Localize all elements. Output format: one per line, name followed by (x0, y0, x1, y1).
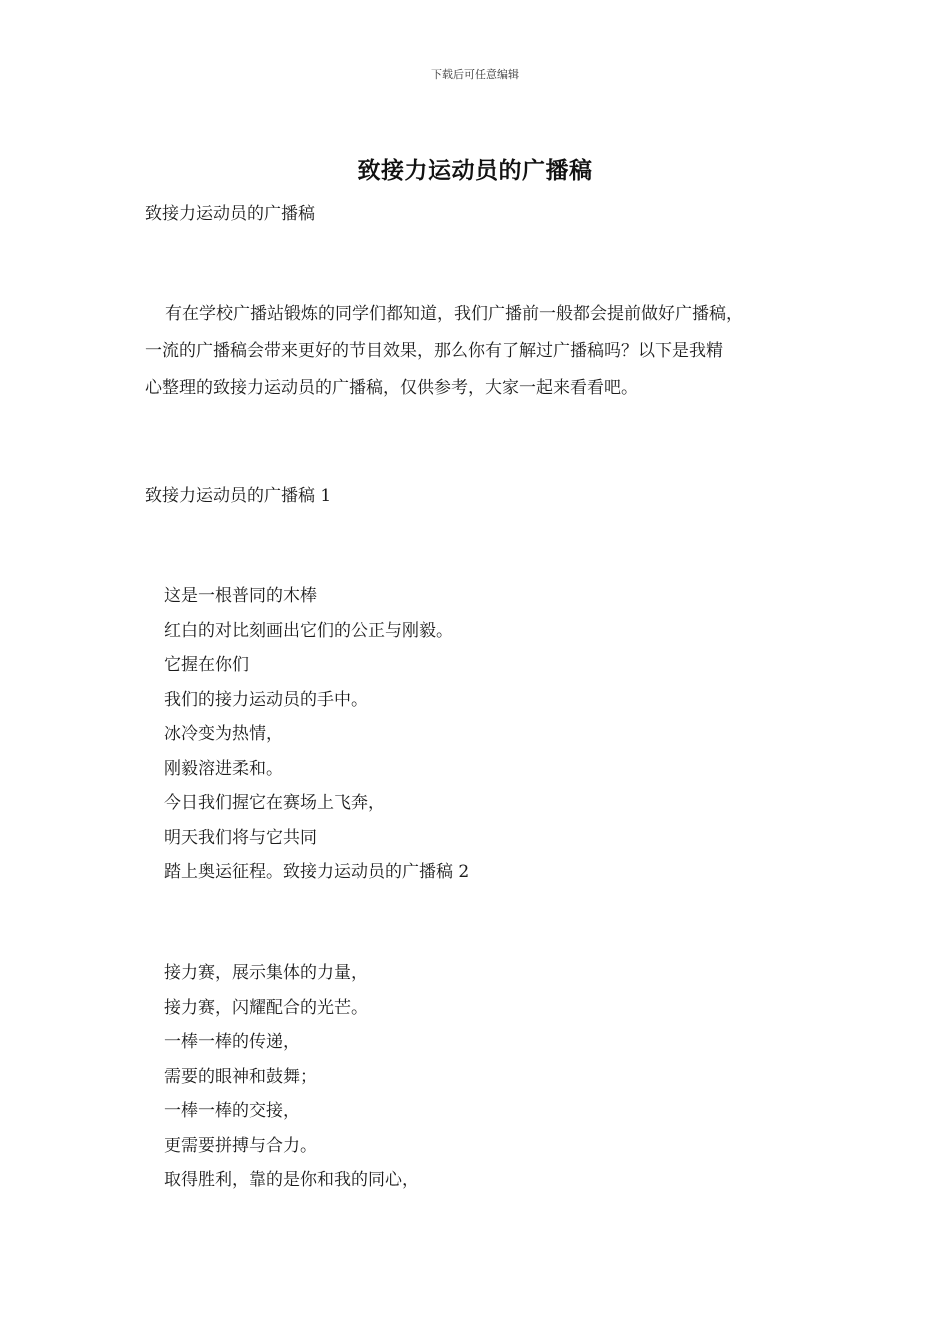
poem-line: 一棒一棒的传递， (164, 1032, 300, 1052)
intro-line: 一流的广播稿会带来更好的节目效果，那么你有了解过广播稿吗？以下是我精 (145, 341, 723, 361)
intro-paragraph (145, 296, 825, 407)
poem-line: 冰冷变为热情， (164, 724, 283, 744)
poem-line: 明天我们将与它共同 (164, 827, 317, 848)
poem-line: 更需要拼搏与合力。 (164, 1135, 317, 1156)
document-title: 致接力运动员的广播稿 (357, 157, 593, 184)
page-header-note: 下载后可任意编辑 (431, 68, 519, 81)
intro-line: 心整理的致接力运动员的广播稿，仅供参考，大家一起来看看吧。 (145, 378, 638, 398)
section-heading-1: 致接力运动员的广播稿 1 (145, 486, 332, 506)
poem-line: 刚毅溶进柔和。 (164, 758, 283, 779)
poem-line: 踏上奥运征程。致接力运动员的广播稿 2 (164, 862, 470, 882)
poem-line: 它握在你们 (164, 655, 249, 675)
document-subtitle: 致接力运动员的广播稿 (145, 204, 315, 224)
poem-line: 红白的对比刻画出它们的公正与刚毅。 (164, 620, 453, 641)
poem-line: 接力赛，展示集体的力量， (164, 963, 368, 983)
poem-line: 接力赛，闪耀配合的光芒。 (164, 997, 368, 1018)
poem-line: 一棒一棒的交接， (164, 1101, 300, 1121)
poem-2 (164, 956, 419, 1198)
poem-1 (164, 579, 469, 890)
poem-line: 今日我们握它在赛场上飞奔， (164, 793, 385, 813)
poem-line: 需要的眼神和鼓舞； (164, 1066, 317, 1087)
intro-line: 有在学校广播站锻炼的同学们都知道，我们广播前一般都会提前做好广播稿， (165, 304, 743, 324)
poem-line: 我们的接力运动员的手中。 (164, 689, 368, 710)
poem-line: 这是一根普同的木棒 (164, 586, 317, 606)
poem-line: 取得胜利，靠的是你和我的同心， (164, 1170, 419, 1190)
